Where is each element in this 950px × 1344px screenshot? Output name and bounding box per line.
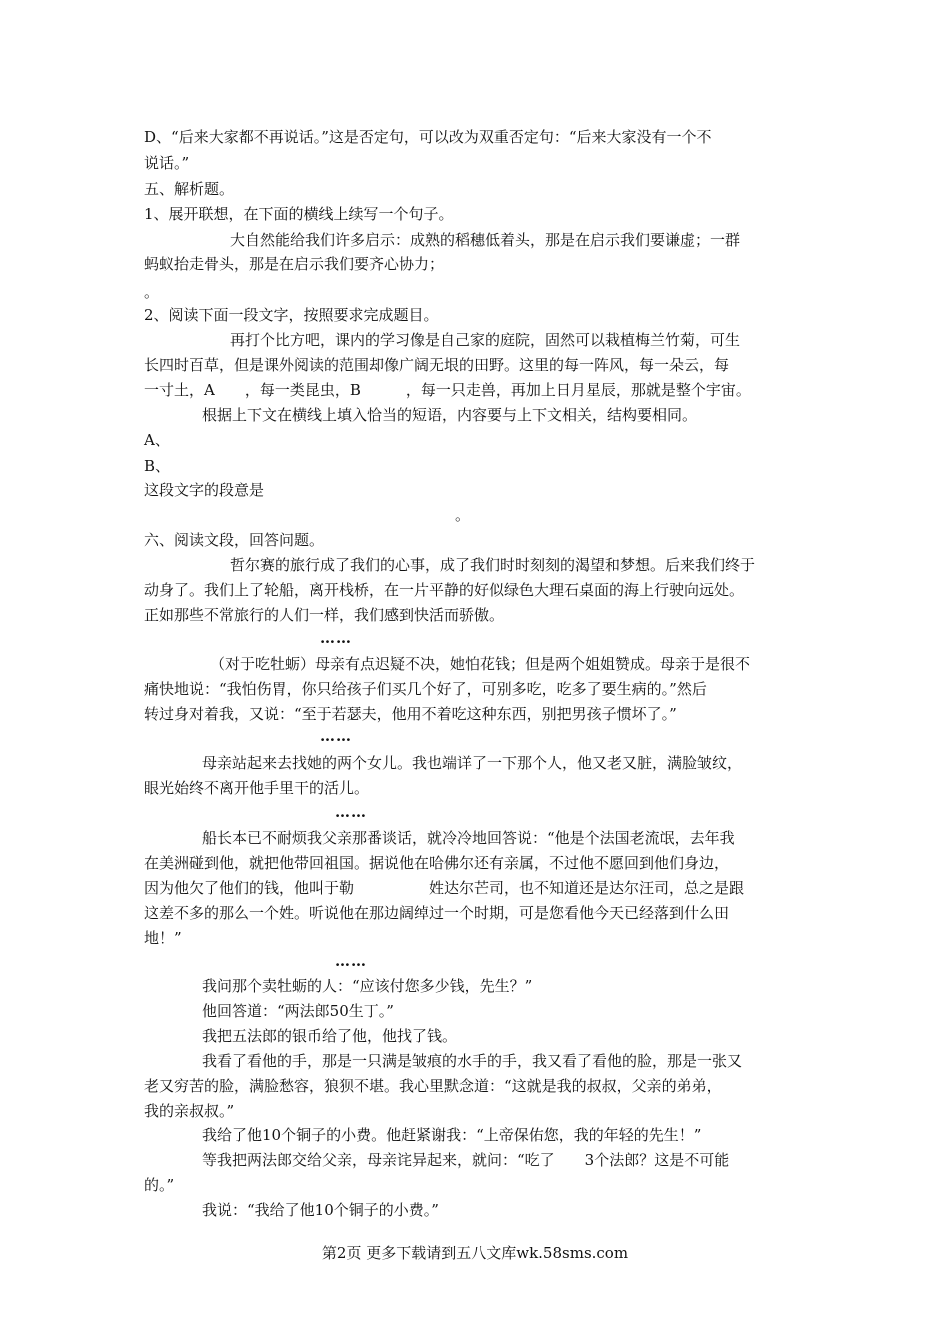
text-line: 我问那个卖牡蛎的人：“应该付您多少钱，先生？” (202, 977, 533, 995)
text-line: 我给了他10个铜子的小费。他赶紧谢我：“上帝保佑您，我的年轻的先生！” (202, 1126, 702, 1144)
text-line: 。 (455, 506, 471, 524)
text-line: 因为他欠了他们的钱，他叫于勒 姓达尔芒司，也不知道还是达尔汪司，总之是跟 (144, 879, 745, 897)
text-line: 在美洲碰到他，就把他带回祖国。据说他在哈佛尔还有亲属，不过他不愿回到他们身边， (144, 854, 730, 872)
text-line: 蚂蚁抬走骨头，那是在启示我们要齐心协力； (144, 255, 445, 273)
text-line: 这段文字的段意是 (144, 481, 265, 499)
answer-label-b: B、 (144, 457, 171, 475)
text-line: 正如那些不常旅行的人们一样，我们感到快活而骄傲。 (144, 606, 505, 624)
text-line: 长四时百草，但是课外阅读的范围却像广阔无垠的田野。这里的每一阵风，每一朵云，每 (144, 356, 730, 374)
text-line: 哲尔赛的旅行成了我们的心事，成了我们时时刻刻的渴望和梦想。后来我们终于 (230, 556, 756, 574)
text-line: 大自然能给我们许多启示：成熟的稻穗低着头，那是在启示我们要谦虚；一群 (230, 231, 741, 249)
text-line: 。 (144, 283, 160, 301)
text-line: 我把五法郎的银币给了他，他找了钱。 (202, 1027, 458, 1045)
question-title: 2、阅读下面一段文字，按照要求完成题目。 (144, 306, 439, 324)
text-line: 一寸土，A ，每一类昆虫，B ，每一只走兽，再加上日月星辰，那就是整个宇宙。 (144, 381, 751, 399)
text-line: 他回答道：“两法郎50生丁。” (202, 1002, 394, 1020)
text-line: D、“后来大家都不再说话。”这是否定句，可以改为双重否定句：“后来大家没有一个不 (144, 128, 712, 146)
text-line: 动身了。我们上了轮船，离开栈桥，在一片平静的好似绿色大理石桌面的海上行驶向远处。 (144, 581, 745, 599)
text-line: 再打个比方吧，课内的学习像是自己家的庭院，固然可以栽植梅兰竹菊，可生 (230, 331, 741, 349)
text-line: 等我把两法郎交给父亲，母亲诧异起来，就问：“吃了 3个法郎？这是不可能 (202, 1151, 730, 1169)
text-line: 这差不多的那么一个姓。听说他在那边阔绰过一个时期，可是您看他今天已经落到什么田 (144, 904, 730, 922)
ellipsis-separator: …… (320, 629, 352, 647)
text-line: 船长本已不耐烦我父亲那番谈话，就冷冷地回答说：“他是个法国老流氓，去年我 (202, 829, 735, 847)
text-line: （对于吃牡蛎）母亲有点迟疑不决，她怕花钱；但是两个姐姐赞成。母亲于是很不 (210, 655, 751, 673)
section-heading: 五、解析题。 (144, 180, 235, 198)
text-line: 我说：“我给了他10个铜子的小费。” (202, 1201, 439, 1219)
question-title: 1、展开联想，在下面的横线上续写一个句子。 (144, 205, 454, 223)
text-line: 眼光始终不离开他手里干的活儿。 (144, 779, 370, 797)
text-line: 根据上下文在横线上填入恰当的短语，内容要与上下文相关，结构要相同。 (202, 406, 698, 424)
ellipsis-separator: …… (320, 727, 352, 745)
section-heading: 六、阅读文段，回答问题。 (144, 531, 325, 549)
answer-label-a: A、 (144, 431, 170, 449)
ellipsis-separator: …… (335, 952, 367, 970)
text-line: 母亲站起来去找她的两个女儿。我也端详了一下那个人，他又老又脏，满脸皱纹， (202, 754, 743, 772)
text-line: 转过身对着我，又说：“至于若瑟夫，他用不着吃这种东西，别把男孩子惯坏了。” (144, 705, 677, 723)
text-line: 的。” (144, 1176, 175, 1194)
text-line: 我的亲叔叔。” (144, 1102, 235, 1120)
text-line: 老又穷苦的脸，满脸愁容，狼狈不堪。我心里默念道：“这就是我的叔叔，父亲的弟弟， (144, 1077, 722, 1095)
text-line: 我看了看他的手，那是一只满是皱痕的水手的手，我又看了看他的脸，那是一张又 (202, 1052, 743, 1070)
text-line: 说话。” (144, 154, 190, 172)
text-line: 痛快地说：“我怕伤胃，你只给孩子们买几个好了，可别多吃，吃多了要生病的。”然后 (144, 680, 707, 698)
text-line: 地！” (144, 929, 182, 947)
page-footer: 第2页 更多下载请到五八文库wk.58sms.com (321, 1244, 629, 1262)
ellipsis-separator: …… (335, 803, 367, 821)
